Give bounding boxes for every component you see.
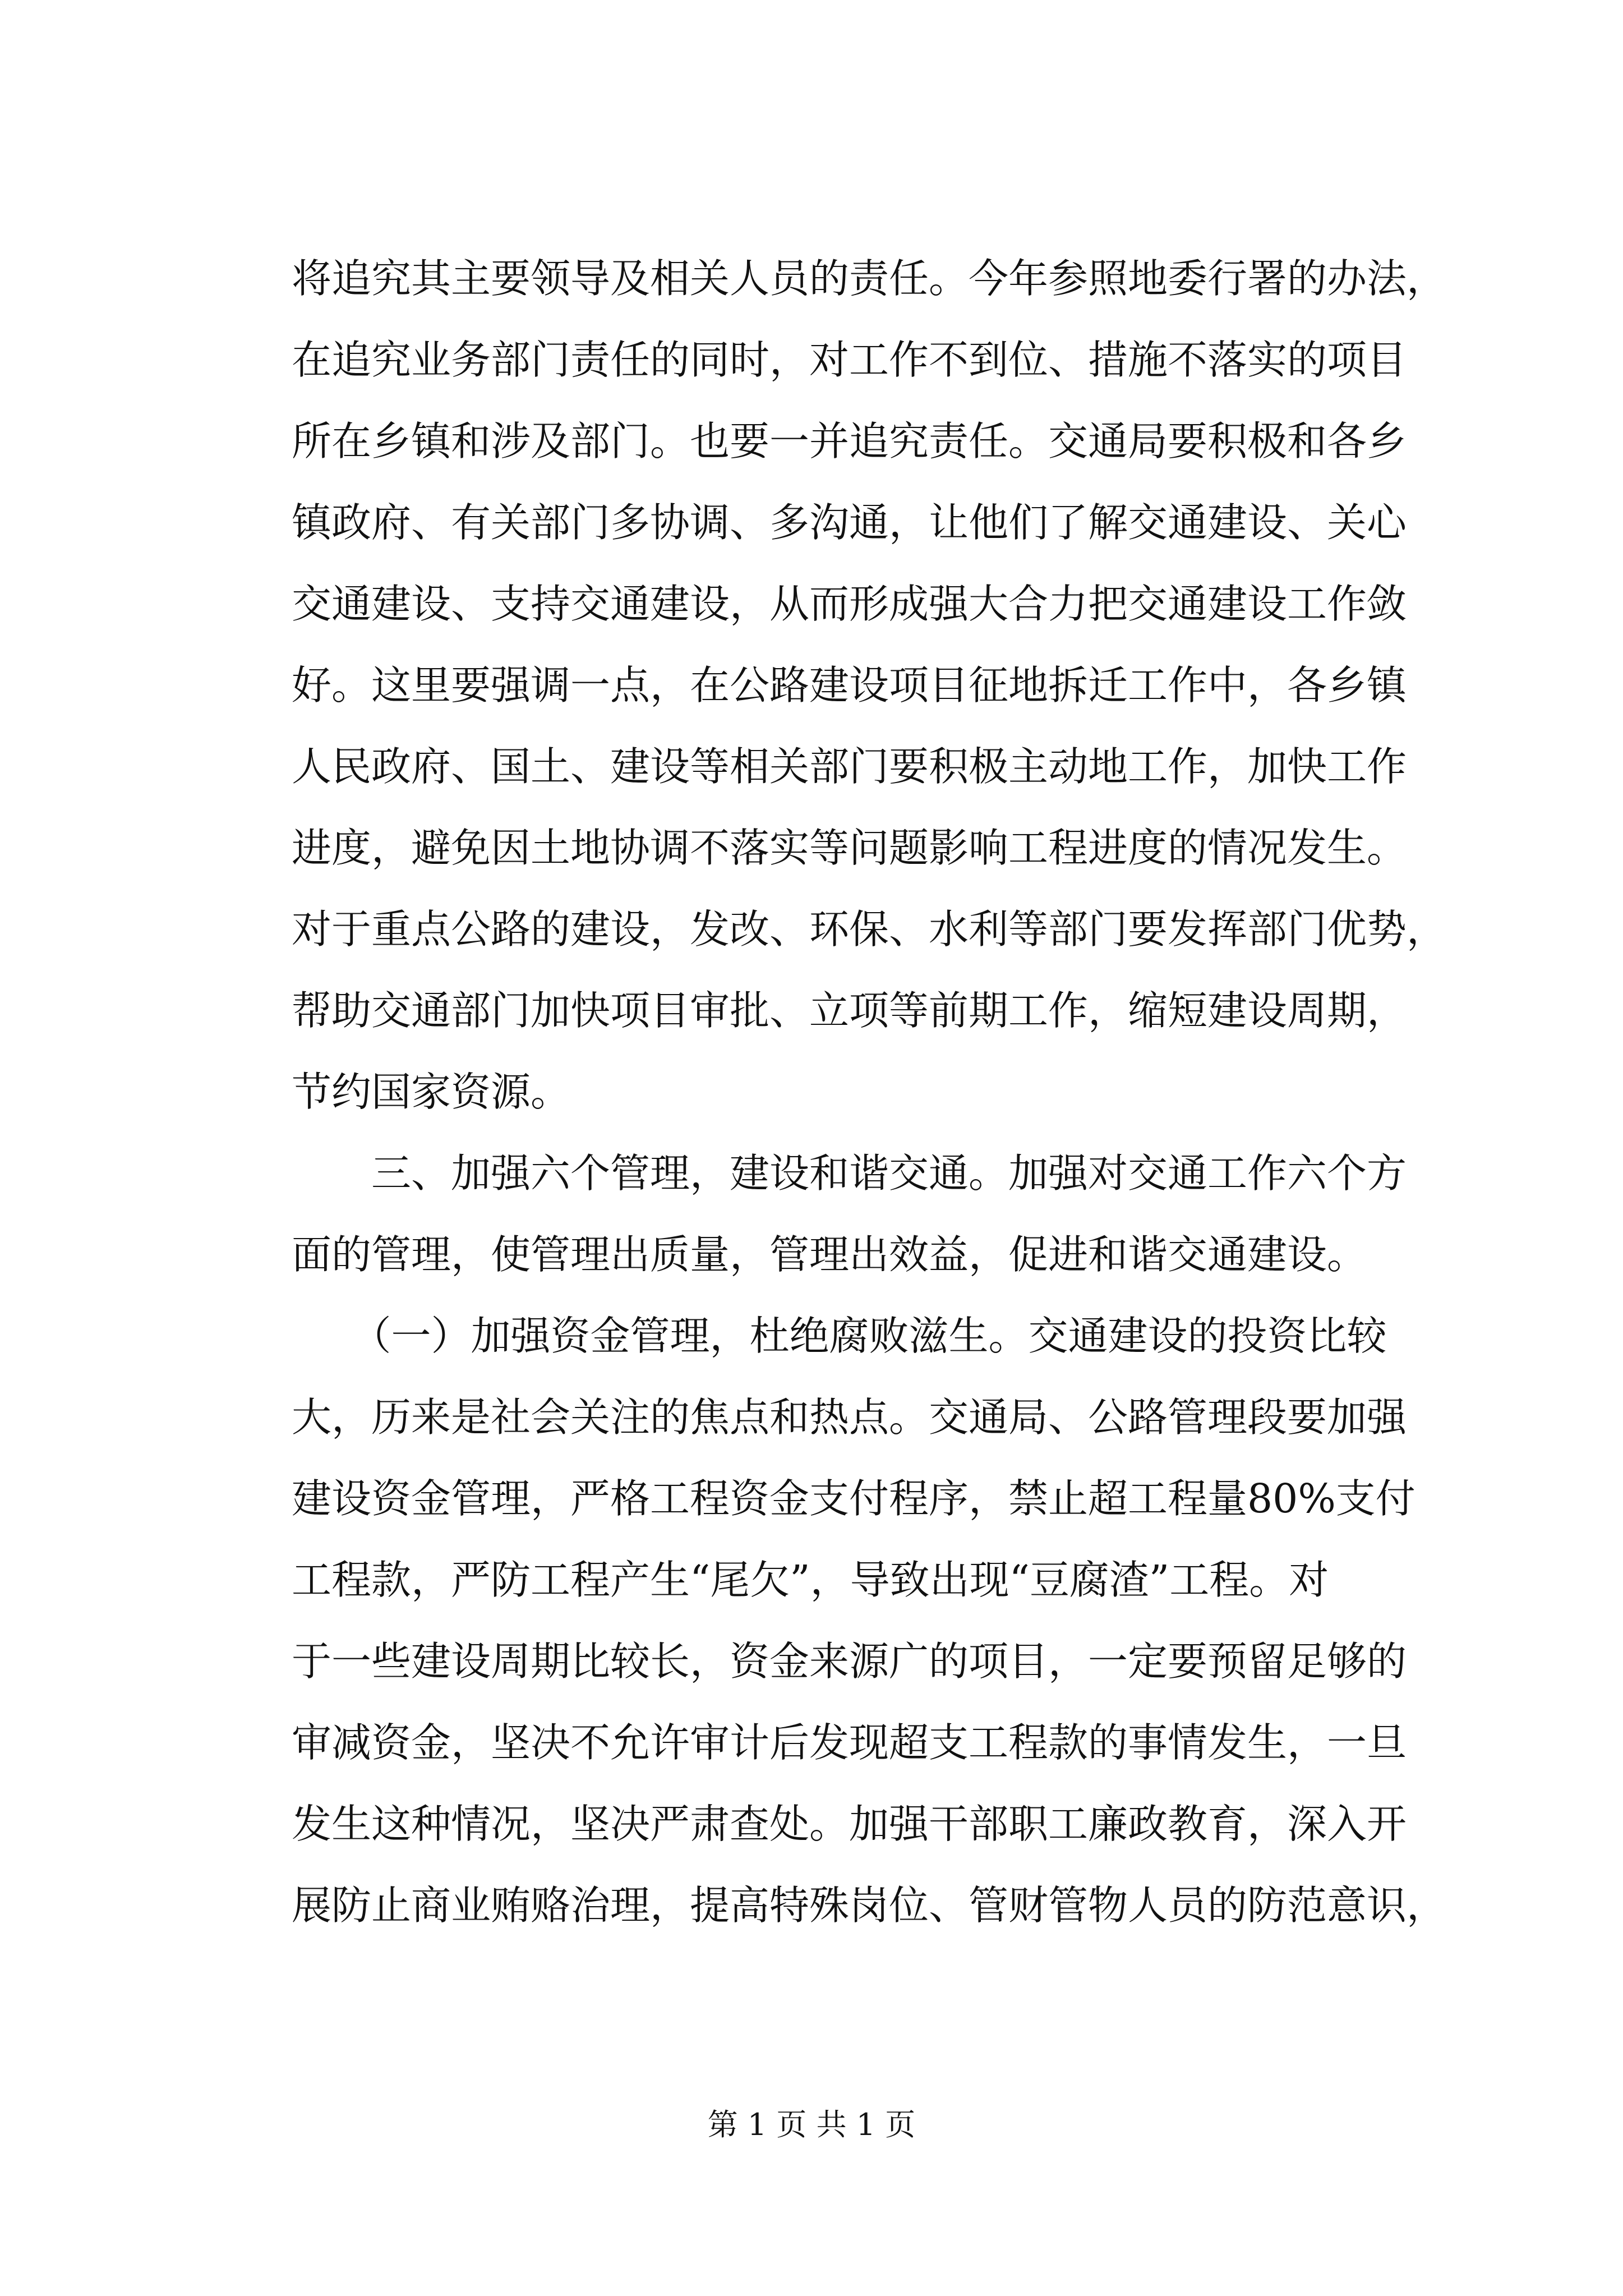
text-line: 面的管理，使管理出质量，管理出效益，促进和谐交通建设。 bbox=[292, 1231, 1367, 1278]
text-line: 审减资金，坚决不允许审计后发现超支工程款的事情发生，一旦 bbox=[292, 1719, 1407, 1766]
text-line: 在追究业务部门责任的同时，对工作不到位、措施不落实的项目 bbox=[292, 337, 1407, 383]
text-line: 帮助交通部门加快项目审批、立项等前期工作，缩短建设周期， bbox=[292, 987, 1407, 1034]
text-line: 于一些建设周期比较长，资金来源广的项目，一定要预留足够的 bbox=[292, 1638, 1407, 1685]
text-line: 镇政府、有关部门多协调、多沟通，让他们了解交通建设、关心 bbox=[292, 499, 1407, 546]
text-line: 进度，避免因土地协调不落实等问题影响工程进度的情况发生。 bbox=[292, 825, 1407, 871]
text-line: 工程款，严防工程产生“尾欠”，导致出现“豆腐渣”工程。对 bbox=[292, 1557, 1329, 1603]
text-line: 三、加强六个管理，建设和谐交通。加强对交通工作六个方 bbox=[292, 1150, 1407, 1197]
text-line: 交通建设、支持交通建设，从而形成强大合力把交通建设工作敛 bbox=[292, 581, 1407, 627]
text-line: 大，历来是社会关注的焦点和热点。交通局、公路管理段要加强 bbox=[292, 1394, 1407, 1441]
text-line: 对于重点公路的建设，发改、环保、水利等部门要发挥部门优势， bbox=[292, 906, 1447, 953]
text-line: 好。这里要强调一点，在公路建设项目征地拆迁工作中，各乡镇 bbox=[292, 662, 1407, 708]
page-footer bbox=[0, 2102, 1623, 2147]
text-line: 展防止商业贿赂治理，提高特殊岗位、管财管物人员的防范意识， bbox=[292, 1882, 1447, 1929]
text-line: 建设资金管理，严格工程资金支付程序，禁止超工程量80%支付 bbox=[292, 1475, 1415, 1522]
text-line: （一）加强资金管理，杜绝腐败滋生。交通建设的投资比较 bbox=[292, 1313, 1387, 1359]
text-line: 所在乡镇和涉及部门。也要一并追究责任。交通局要积极和各乡 bbox=[292, 418, 1407, 464]
page-number: 第 1 页 共 1 页 bbox=[707, 2107, 916, 2142]
text-line: 发生这种情况，坚决严肃查处。加强干部职工廉政教育，深入开 bbox=[292, 1801, 1407, 1847]
text-line: 人民政府、国土、建设等相关部门要积极主动地工作，加快工作 bbox=[292, 743, 1407, 790]
text-line: 将追究其主要领导及相关人员的责任。今年参照地委行署的办法， bbox=[292, 255, 1447, 302]
text-line: 节约国家资源。 bbox=[292, 1069, 571, 1115]
